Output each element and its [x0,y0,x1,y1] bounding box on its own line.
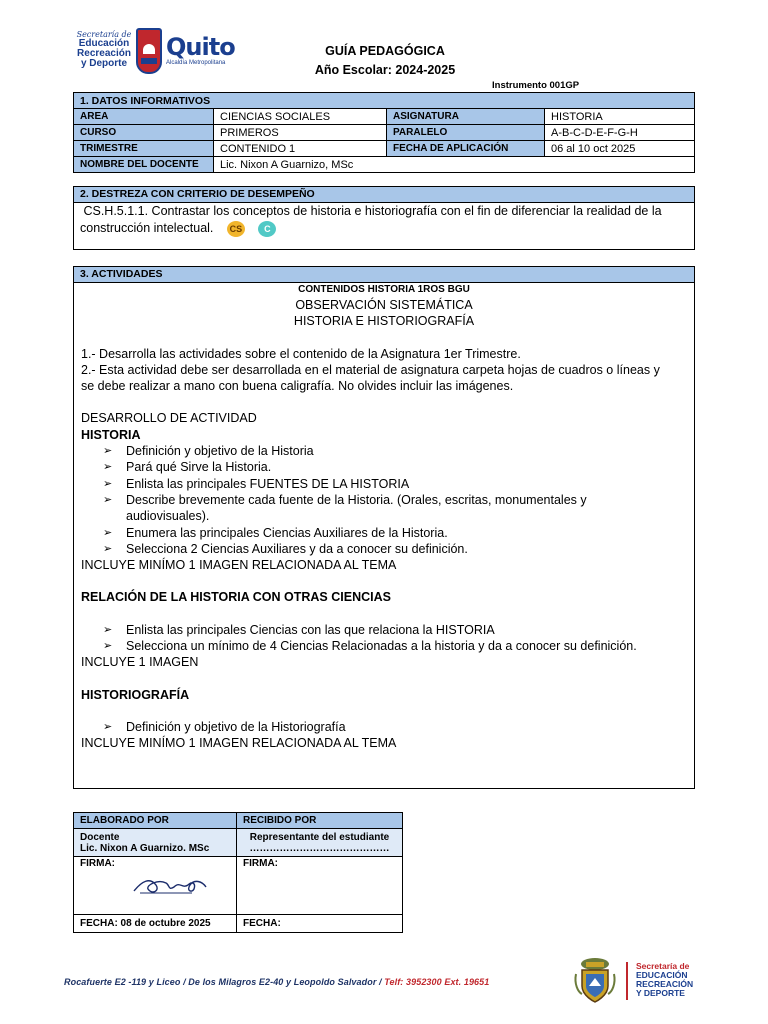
page-title: GUÍA PEDAGÓGICA [325,44,445,58]
quito-logo [136,28,235,74]
secretaria-footer-line: Y DEPORTE [636,988,685,998]
instruction-1: 1.- Desarrolla las actividades sobre el contenido de la Asignatura 1er Trimestre. [81,346,521,361]
value-fecha-aplicacion: 06 al 10 oct 2025 [545,141,695,157]
signature-image [130,871,210,899]
instruction-2: 2.- Esta actividad debe ser desarrollada en el material de asignatura carpeta hojas de cuadros o líneas y [81,362,660,377]
representante-dots: …………………………………… [249,842,390,854]
destreza-section [73,186,695,250]
datos-informativos-table [73,92,695,173]
incluye-imagen-note: INCLUYE 1 IMAGEN [81,655,199,670]
list-item: ➢ Pará qué Sirve la Historia. [103,459,687,475]
fecha-docente: FECHA: 08 de octubre 2025 [74,915,237,933]
list-item: ➢ Enumera las principales Ciencias Auxiliares de la Historia. [103,525,687,541]
secretaria-footer-line: EDUCACIÓN [636,970,688,980]
relacion-list [81,622,687,655]
relacion-heading: RELACIÓN DE LA HISTORIA CON OTRAS CIENCIAS [81,590,391,605]
secretaria-logo [74,30,134,69]
historiografia-heading: HISTORIOGRAFÍA [81,687,190,702]
recibido-header: RECIBIDO POR [237,813,403,829]
historia-list [81,443,687,557]
list-item: ➢ Enlista las principales FUENTES DE LA HISTORIA [103,476,687,492]
value-docente: Lic. Nixon A Guarnizo, MSc [214,157,695,173]
docente-role: Docente [80,831,120,843]
actividades-section [73,266,695,789]
quito-logo-subtitle: Alcaldía Metropolitana [166,60,226,66]
list-item: ➢ Definición y objetivo de la Historia [103,443,687,459]
firma-cell-representante [237,857,403,915]
phone-text: Telf: 3952300 Ext. 19651 [384,977,490,987]
section-heading: 2. DESTREZA CON CRITERIO DE DESEMPEÑO [74,187,694,203]
instrument-code: Instrumento 001GP [492,80,580,91]
footer-divider [626,962,628,1000]
footer-address [64,977,489,987]
docente-cell [74,829,237,857]
label-curso: CURSO [74,125,214,141]
fecha-representante: FECHA: [237,915,403,933]
historia-heading: HISTORIA [81,427,141,442]
value-asignatura: HISTORIA [545,109,695,125]
value-curso: PRIMEROS [214,125,387,141]
docente-nombre: Lic. Nixon A Guarnizo. MSc [80,842,210,854]
instruction-2-cont: se debe realizar a mano con buena caligrafía. No olvides incluir las imágenes. [81,379,514,394]
firma-label: FIRMA: [243,858,278,869]
elaborado-header: ELABORADO POR [74,813,237,829]
secretaria-footer-logo [636,962,716,998]
crest-icon [572,956,618,1004]
firma-cell-docente [74,857,237,915]
historiografia-list [81,719,687,735]
destreza-text-line: CS.H.5.1.1. Contrastar los conceptos de historia e historiografía con el fin de diferenciar la realidad de la [80,204,662,218]
firmas-table [73,812,403,933]
representante-cell [237,829,403,857]
list-item: ➢ Selecciona un mínimo de 4 Ciencias Relacionadas a la historia y da a conocer su definición. [103,638,687,654]
school-year: Año Escolar: 2024-2025 [314,63,456,77]
list-item: ➢ Selecciona 2 Ciencias Auxiliares y da a conocer su definición. [103,541,687,557]
secretaria-footer-line: RECREACIÓN [636,979,694,989]
list-item: ➢ Enlista las principales Ciencias con las que relaciona la HISTORIA [103,622,687,638]
label-trimestre: TRIMESTRE [74,141,214,157]
destreza-text-line: construcción intelectual. [80,221,214,235]
label-area: AREA [74,109,214,125]
address-text: Rocafuerte E2 -119 y Liceo / De los Milagros E2-40 y Leopoldo Salvador / [64,977,385,987]
tema-title: HISTORIA E HISTORIOGRAFÍA [293,314,475,329]
label-fecha-aplicacion: FECHA DE APLICACIÓN [387,141,545,157]
label-asignatura: ASIGNATURA [387,109,545,125]
value-paralelo: A-B-C-D-E-F-G-H [545,125,695,141]
quito-shield-icon [136,28,162,74]
incluye-imagen-note: INCLUYE MINÍMO 1 IMAGEN RELACIONADA AL TEMA [81,736,397,751]
representante-label: Representante del estudiante [249,831,390,843]
list-item: ➢ Definición y objetivo de la Historiografía [103,719,687,735]
secretaria-logo-line: Recreación [77,48,131,59]
label-docente: NOMBRE DEL DOCENTE [74,157,214,173]
incluye-imagen-note: INCLUYE MINÍMO 1 IMAGEN RELACIONADA AL TEMA [81,558,397,573]
quito-logo-name: Quito [166,33,235,61]
secretaria-logo-line: Educación [78,38,130,49]
value-trimestre: CONTENIDO 1 [214,141,387,157]
secretaria-logo-line: y Deporte [80,58,128,69]
value-area: CIENCIAS SOCIALES [214,109,387,125]
cs-badge-icon: CS [227,221,245,237]
c-badge-icon: C [258,221,276,237]
contenidos-title: CONTENIDOS HISTORIA 1ROS BGU [298,284,470,295]
label-paralelo: PARALELO [387,125,545,141]
secretaria-logo-line: Secretaría de [76,30,132,39]
firma-label: FIRMA: [80,858,115,869]
observacion-title: OBSERVACIÓN SISTEMÁTICA [295,298,473,312]
section-heading: 3. ACTIVIDADES [74,267,694,283]
section-heading: 1. DATOS INFORMATIVOS [74,93,695,109]
list-item: ➢ Describe brevemente cada fuente de la Historia. (Orales, escritas, monumentales y audiovisuales). [103,492,687,525]
desarrollo-label: DESARROLLO DE ACTIVIDAD [81,411,257,426]
secretaria-footer-line: Secretaría de [636,961,690,971]
